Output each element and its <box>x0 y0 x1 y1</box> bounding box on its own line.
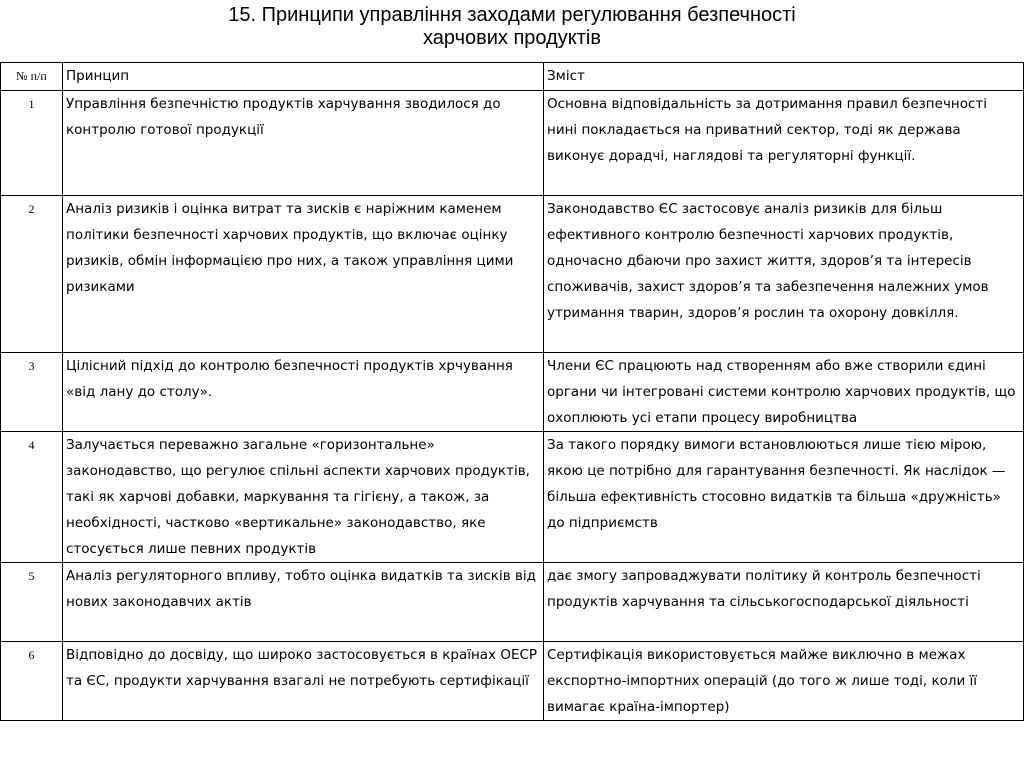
table-row <box>1 196 1024 353</box>
row-content: Сертифікація використовується майже виключно в межах експортно-імпортних операцій (до того ж лише тоді, коли її вимагає країна-імпортер) <box>544 642 1024 721</box>
row-content: Основна відповідальність за дотримання правил безпечності нині покладається на приватний сектор, тоді як держава виконує дорадчі, наглядові та регуляторні функції. <box>544 91 1024 196</box>
principles-table <box>0 62 1024 721</box>
row-number: 6 <box>1 642 63 721</box>
header-principle: Принцип <box>63 63 544 91</box>
row-number: 3 <box>1 353 63 432</box>
row-principle: Управління безпечністю продуктів харчування зводилося до контролю готової продукції <box>63 91 544 196</box>
table-row <box>1 432 1024 563</box>
row-principle: Аналіз ризиків і оцінка витрат та зисків є наріжним каменем політики безпечності харчових продуктів, що включає оцінку ризиків, обмін інформацією про них, а також управління цими ризиками <box>63 196 544 353</box>
table-row <box>1 353 1024 432</box>
row-number: 5 <box>1 563 63 642</box>
row-number: 2 <box>1 196 63 353</box>
row-principle: Цілісний підхід до контролю безпечності продуктів хрчування «від лану до столу». <box>63 353 544 432</box>
header-content: Зміст <box>544 63 1024 91</box>
row-number: 1 <box>1 91 63 196</box>
table-header-row <box>1 63 1024 91</box>
header-number: № п/п <box>1 63 63 91</box>
page-title <box>0 4 1024 50</box>
row-content: Члени ЄС працюють над створенням або вже створили єдині органи чи інтегровані системи контролю харчових продуктів, що охоплюють усі етапи процесу виробництва <box>544 353 1024 432</box>
row-number: 4 <box>1 432 63 563</box>
table-row <box>1 563 1024 642</box>
row-content: За такого порядку вимоги встановлюються лише тією мірою, якою це потрібно для гарантування безпечності. Як наслідок — більша ефективність стосовно видатків та більша «дружність» до підприємств <box>544 432 1024 563</box>
page-title-line-2: харчових продуктів <box>423 27 601 49</box>
table-row <box>1 642 1024 721</box>
row-content: Законодавство ЄС застосовує аналіз ризиків для більш ефективного контролю безпечності харчових продуктів, одночасно дбаючи про захист життя, здоров’я та інтересів споживачів, захист здоров’я та забезпечення належних умов утримання тварин, здоров’я рослин та охорону довкілля. <box>544 196 1024 353</box>
page-title-line-1: 15. Принципи управління заходами регулювання безпечності <box>228 4 796 26</box>
row-principle: Відповідно до досвіду, що широко застосовується в країнах ОЕСР та ЄС, продукти харчування взагалі не потребують сертифікації <box>63 642 544 721</box>
row-principle: Аналіз регуляторного впливу, тобто оцінка видатків та зисків від нових законодавчих актів <box>63 563 544 642</box>
table-row <box>1 91 1024 196</box>
row-content: дає змогу запроваджувати політику й контроль безпечності продуктів харчування та сільськогосподарської діяльності <box>544 563 1024 642</box>
row-principle: Залучається переважно загальне «горизонтальне» законодавство, що регулює спільні аспекти харчових продуктів, такі як харчові добавки, маркування та гігієну, а також, за необхідності, частково «вертикальне» законодавство, яке стосується лише певних продуктів <box>63 432 544 563</box>
